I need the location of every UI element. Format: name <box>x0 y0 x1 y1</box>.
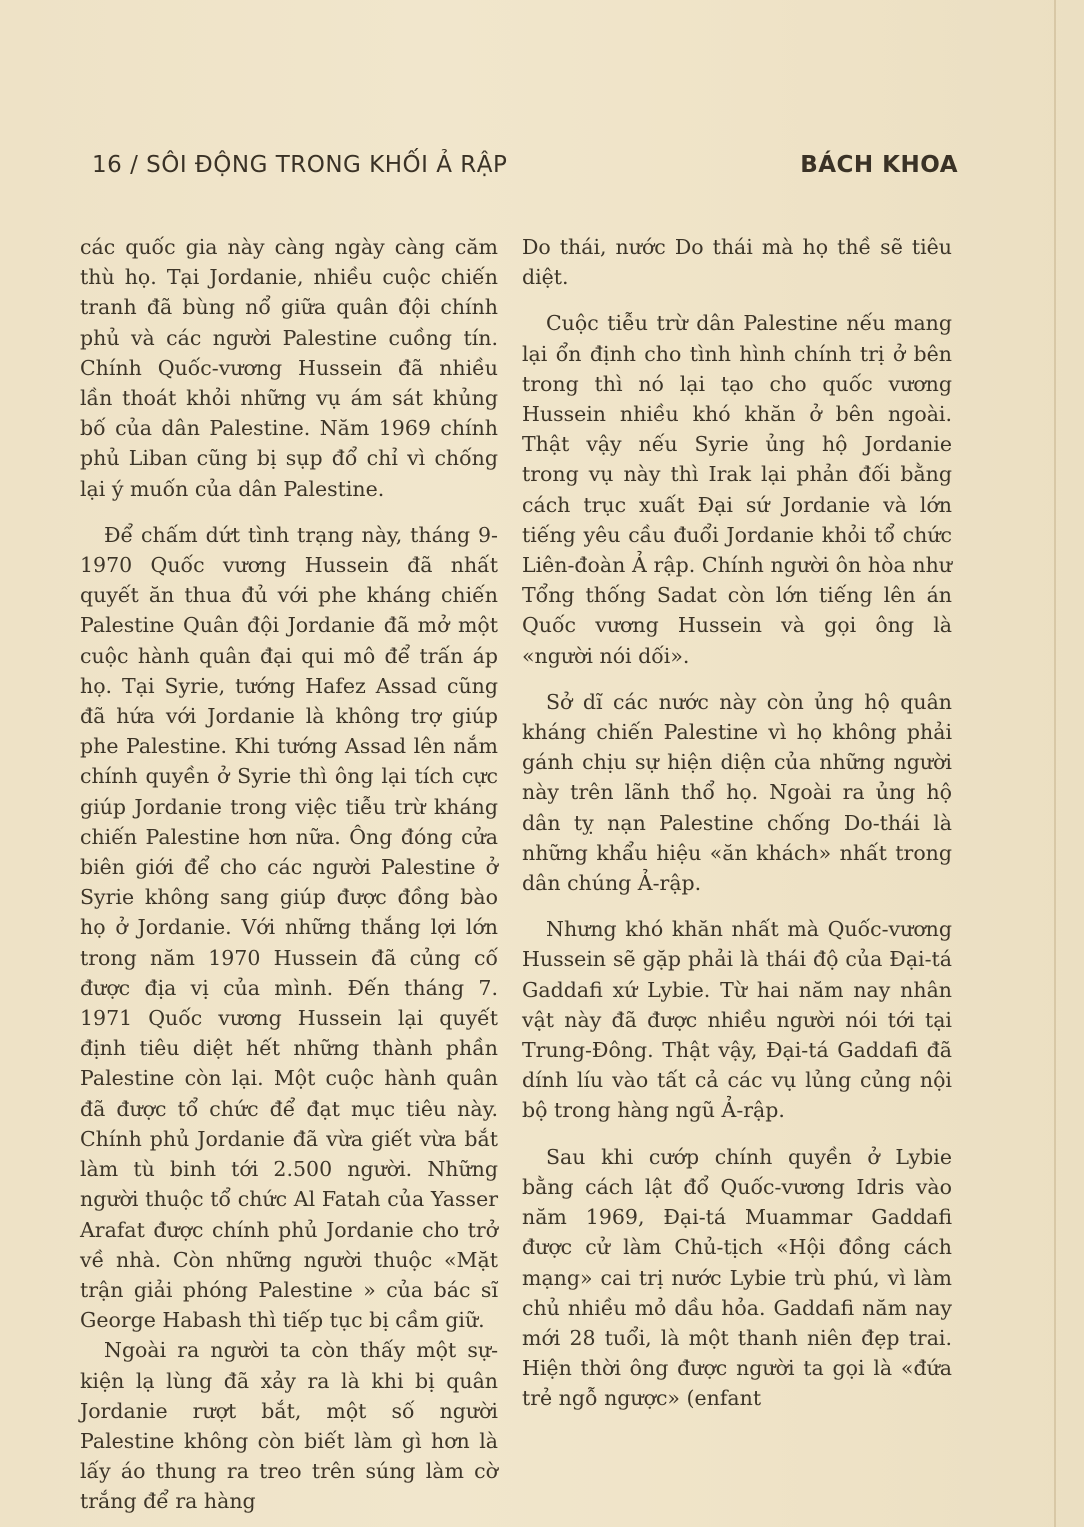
paragraph: Để chấm dứt tình trạng này, tháng 9-1970 Quốc vương Hussein đã nhất quyết ăn thua đủ với phe kháng chiến Palestine Quân đội Jordanie đã mở một cuộc hành quân đại qui mô để trấn áp họ. Tại Syrie, tướng Hafez Assad cũng đã hứa với Jordanie là không trợ giúp phe Palestine. Khi tướng Assad lên nắm chính quyền ở Syrie thì ông lại tích cực giúp Jordanie trong việc tiễu trừ kháng chiến Palestine hơn nữa. Ông đóng cửa biên giới để cho các người Palestine ở Syrie không sang giúp được đồng bào họ ở Jordanie. Với những thắng lợi lớn trong năm 1970 Hussein đã củng cố được địa vị của mình. Đến tháng 7. 1971 Quốc vương Hussein lại quyết định tiêu diệt hết những thành phần Palestine còn lại. Một cuộc hành quân đã được tổ chức để đạt mục tiêu này. Chính phủ Jordanie đã vừa giết vừa bắt làm tù binh tới 2.500 người. Những người thuộc tổ chức Al Fatah của Yasser Arafat được chính phủ Jordanie cho trở về nhà. Còn những người thuộc «Mặt trận giải phóng Palestine » của bác sĩ George Habash thì tiếp tục bị cầm giữ. <box>80 522 498 1333</box>
paragraph: Sở dĩ các nước này còn ủng hộ quân kháng chiến Palestine vì họ không phải gánh chịu sự hiện diện của những người này trên lãnh thổ họ. Ngoài ra ủng hộ dân tỵ nạn Palestine chống Do-thái là những khẩu hiệu «ăn khách» nhất trong dân chúng Ả-rập. <box>522 689 952 896</box>
paragraph: Ngoài ra người ta còn thấy một sự-kiện lạ lùng đã xảy ra là khi bị quân Jordanie rượt bắt, một số người Palestine không còn biết làm gì hơn là lấy áo thung ra treo trên súng làm cờ trắng để ra hàng <box>80 1338 498 1514</box>
paragraph: Cuộc tiễu trừ dân Palestine nếu mang lại ổn định cho tình hình chính trị ở bên trong thì nó lại tạo cho quốc vương Hussein nhiều khó khăn ở bên ngoài. Thật vậy nếu Syrie ủng hộ Jordanie trong vụ này thì Irak lại phản đối bằng cách trục xuất Đại sứ Jordanie và lớn tiếng yêu cầu đuổi Jordanie khỏi tổ chức Liên-đoàn Ả rập. Chính người ôn hòa như Tổng thống Sadat còn lớn tiếng lên án Quốc vương Hussein và gọi ông là «người nói dối». <box>522 311 952 668</box>
paragraph: Sau khi cướp chính quyền ở Lybie bằng cách lật đổ Quốc-vương Idris vào năm 1969, Đại-tá Muammar Gaddafi được cử làm Chủ-tịch «Hội đồng cách mạng» cai trị nước Lybie trù phú, vì làm chủ nhiều mỏ dầu hỏa. Gaddafi năm nay mới 28 tuổi, là một thanh niên đẹp trai. Hiện thời ông được người ta gọi là «đứa trẻ ngỗ ngược» (enfant <box>522 1144 952 1411</box>
magazine-name: BÁCH KHOA <box>800 152 958 178</box>
page-edge <box>1054 0 1056 1527</box>
running-header <box>92 152 958 192</box>
paragraph: các quốc gia này càng ngày càng căm thù họ. Tại Jordanie, nhiều cuộc chiến tranh đã bùng nổ giữa quân đội chính phủ và các người Palestine cuồng tín. Chính Quốc-vương Hussein đã nhiều lần thoát khỏi những vụ ám sát khủng bố của dân Palestine. Năm 1969 chính phủ Liban cũng bị sụp đổ chỉ vì chống lại ý muốn của dân Palestine. <box>80 235 498 501</box>
paragraph: Nhưng khó khăn nhất mà Quốc-vương Hussein sẽ gặp phải là thái độ của Đại-tá Gaddafi xứ Lybie. Từ hai năm nay nhân vật này đã được nhiều người nói tới tại Trung-Đông. Thật vậy, Đại-tá Gaddafi đã dính líu vào tất cả các vụ lủng củng nội bộ trong hàng ngũ Ả-rập. <box>522 917 952 1123</box>
paragraph: Do thái, nước Do thái mà họ thề sẽ tiêu diệt. <box>522 235 952 290</box>
header-title: 16 / SÔI ĐỘNG TRONG KHỐI Ả RẬP <box>92 152 508 178</box>
right-column <box>522 232 952 1452</box>
left-column <box>80 232 498 1514</box>
